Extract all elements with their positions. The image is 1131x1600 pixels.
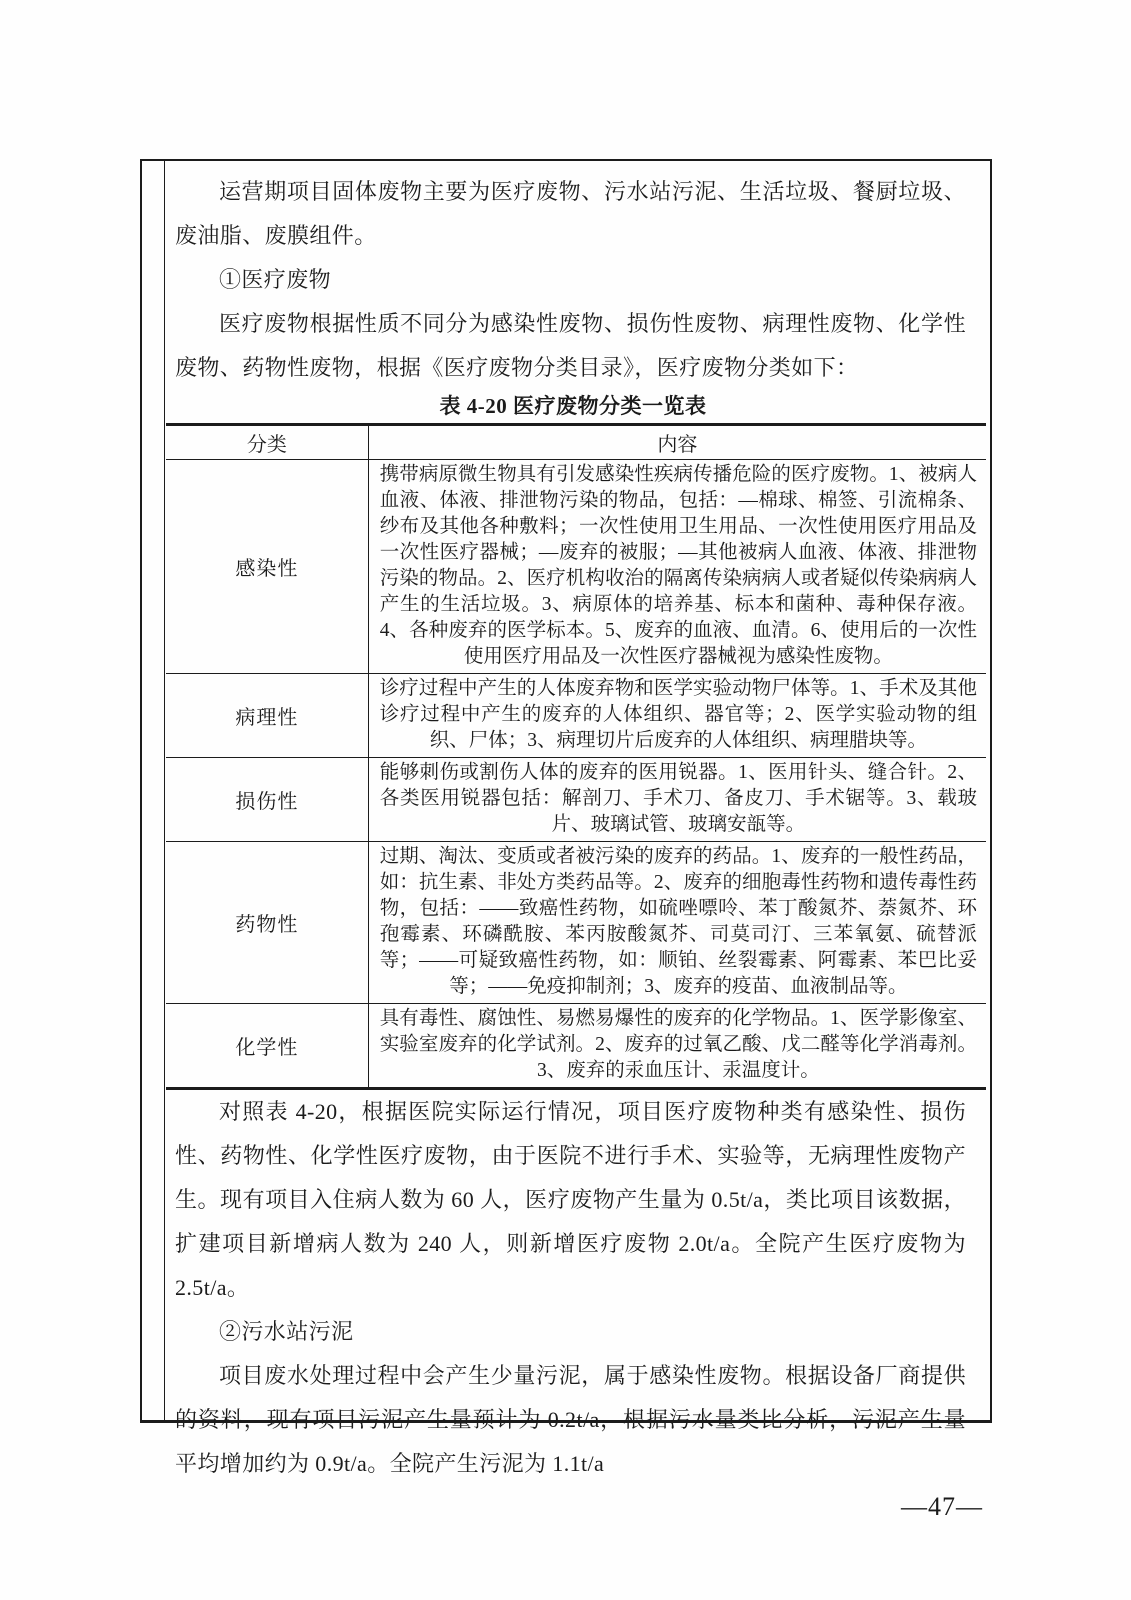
content-cell: 携带病原微生物具有引发感染性疾病传播危险的医疗废物。1、被病人血液、体液、排泄物污染的物品，包括：—棉球、棉签、引流棉条、纱布及其他各种敷料；一次性使用卫生用品、一次性使用医疗用品及一次性医疗器械；—废弃的被服；—其他被病人血液、体液、排泄物污染的物品。2、医疗机构收治的隔离传染病病人或者疑似传染病病人产生的生活垃圾。3、病原体的培养基、标本和菌种、毒种保存液。4、各种废弃的医学标本。5、废弃的血液、血清。6、使用后的一次性使用医疗用品及一次性医疗器械视为感染性废物。 — [368, 460, 986, 674]
category-cell: 损伤性 — [166, 758, 368, 842]
table-header-content: 内容 — [368, 425, 986, 460]
category-cell: 病理性 — [166, 674, 368, 758]
medical-waste-classification-table — [166, 423, 986, 1090]
content-box — [140, 159, 992, 1476]
category-cell: 药物性 — [166, 842, 368, 1004]
content-cell: 诊疗过程中产生的人体废弃物和医学实验动物尸体等。1、手术及其他诊疗过程中产生的废弃的人体组织、器官等；2、医学实验动物的组织、尸体；3、病理切片后废弃的人体组织、病理腊块等。 — [368, 674, 986, 758]
table-row-sharps — [166, 758, 986, 842]
table-row-infectious — [166, 460, 986, 674]
table-row-pharmaceutical — [166, 842, 986, 1004]
category-cell: 感染性 — [166, 460, 368, 674]
category-cell: 化学性 — [166, 1004, 368, 1089]
table-header-row — [166, 425, 986, 460]
side-strip — [142, 161, 165, 1420]
content-cell: 能够刺伤或割伤人体的废弃的医用锐器。1、医用针头、缝合针。2、各类医用锐器包括：解剖刀、手术刀、备皮刀、手术锯等。3、载玻片、玻璃试管、玻璃安瓿等。 — [368, 758, 986, 842]
table-header-category: 分类 — [166, 425, 368, 460]
table-row-pathological — [166, 674, 986, 758]
heading-medical-waste: ①医疗废物 — [219, 267, 332, 292]
paragraph-medical-waste-classification-intro: 医疗废物根据性质不同分为感染性废物、损伤性废物、病理性废物、化学性废物、药物性废物，根据《医疗废物分类目录》，医疗废物分类如下： — [175, 311, 966, 380]
table-row-chemical — [166, 1004, 986, 1089]
paragraph-sludge-quantity: 项目废水处理过程中会产生少量污泥，属于感染性废物。根据设备厂商提供的资料，现有项目污泥产生量预计为 0.2t/a，根据污水量类比分析，污泥产生量平均增加约为 0.9t/a。全院产生污泥为 1.1t/a — [175, 1363, 966, 1476]
table-title: 表 4-20 医疗废物分类一览表 — [439, 394, 707, 418]
page-number: —47— — [901, 1492, 983, 1521]
paragraph-medical-waste-quantity: 对照表 4-20，根据医院实际运行情况，项目医疗废物种类有感染性、损伤性、药物性、化学性医疗废物，由于医院不进行手术、实验等，无病理性废物产生。现有项目入住病人数为 60 人，医疗废物产生量为 0.5t/a，类比项目该数据，扩建项目新增病人数为 240 人，则新增医疗废物 2.0t/a。全院产生医疗废物为 2.5t/a。 — [175, 1099, 966, 1300]
heading-sewage-sludge: ②污水站污泥 — [219, 1319, 354, 1344]
paragraph-solid-waste-overview: 运营期项目固体废物主要为医疗废物、污水站污泥、生活垃圾、餐厨垃圾、废油脂、废膜组件。 — [175, 179, 966, 248]
content-cell: 过期、淘汰、变质或者被污染的废弃的药品。1、废弃的一般性药品，如：抗生素、非处方类药品等。2、废弃的细胞毒性药物和遗传毒性药物，包括：——致癌性药物，如硫唑嘌呤、苯丁酸氮芥、萘氮芥、环孢霉素、环磷酰胺、苯丙胺酸氮芥、司莫司汀、三苯氧氨、硫替派等；——可疑致癌性药物，如：顺铂、丝裂霉素、阿霉素、苯巴比妥等；——免疫抑制剂；3、废弃的疫苗、血液制品等。 — [368, 842, 986, 1004]
content-cell: 具有毒性、腐蚀性、易燃易爆性的废弃的化学物品。1、医学影像室、实验室废弃的化学试剂。2、废弃的过氧乙酸、戊二醛等化学消毒剂。3、废弃的汞血压计、汞温度计。 — [379, 1008, 977, 1081]
content-area — [165, 161, 990, 1476]
